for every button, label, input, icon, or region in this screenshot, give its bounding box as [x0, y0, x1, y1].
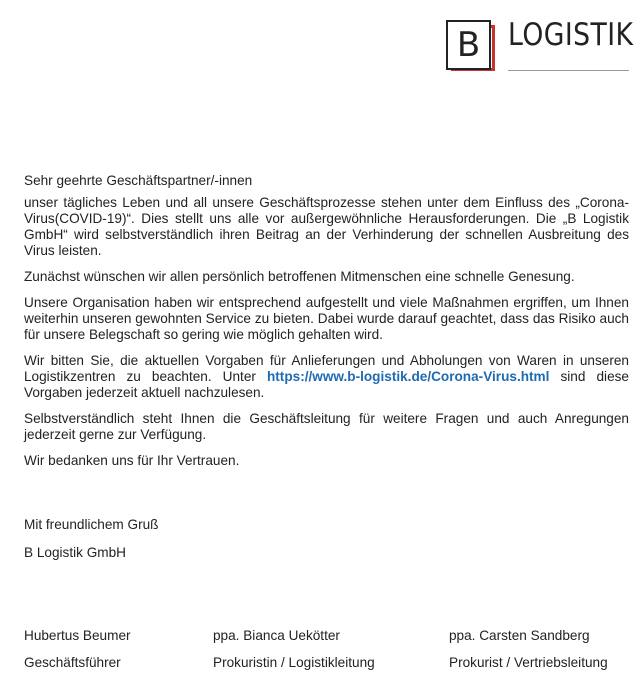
signature-name: ppa. Bianca Uekötter: [213, 628, 340, 643]
paragraph-3: Unsere Organisation haben wir entsprechend aufgestellt und viele Maßnahmen ergriffen, um Ihnen weiterhin unseren gewohnten Service zu bieten. Dabei wurde darauf geachtet, dass das Risiko auch für unsere Belegschaft so gering wie möglich gehalten wird.: [24, 295, 629, 342]
paragraph-4-text-after: sind diese Vorgaben jederzeit aktuell nachzulesen.: [24, 369, 629, 400]
corona-info-link[interactable]: https://www.b-logistik.de/Corona-Virus.html: [266, 369, 550, 384]
company-logo: [446, 17, 634, 78]
signature-name: ppa. Carsten Sandberg: [449, 628, 590, 643]
logo-letter-box: [446, 20, 491, 70]
closing-greeting: Mit freundlichem Gruß: [24, 517, 159, 532]
paragraph-2: Zunächst wünschen wir allen persönlich betroffenen Mitmenschen eine schnelle Genesung.: [24, 269, 575, 284]
signature-role: Geschäftsführer: [24, 655, 121, 670]
signature-name: Hubertus Beumer: [24, 628, 131, 643]
paragraph-4-text-before: Wir bitten Sie, die aktuellen Vorgaben für Anlieferungen und Abholungen von Waren in unseren Logistikzentren zu beachten. Unter: [24, 353, 629, 384]
paragraph-1: unser tägliches Leben und all unsere Geschäftsprozesse stehen unter dem Einfluss des „Corona-Virus(COVID-19)“. Dies stellt uns alle vor außergewöhnliche Herausforderungen. Die „B Logistik GmbH“ wird selbstverständlich ihren Beitrag an der Verhinderung der schnellen Ausbreitung des Virus leisten.: [24, 195, 629, 258]
company-name: B Logistik GmbH: [24, 545, 126, 560]
paragraph-4: [24, 353, 629, 401]
paragraph-5: Selbstverständlich steht Ihnen die Geschäftsleitung für weitere Fragen und auch Anregungen jederzeit gerne zur Verfügung.: [24, 411, 629, 442]
letter-body: [24, 173, 629, 469]
logo-letter: B: [456, 25, 481, 65]
signature-role: Prokuristin / Logistikleitung: [213, 655, 375, 670]
signature-role: Prokurist / Vertriebsleitung: [449, 655, 608, 670]
paragraph-6: Wir bedanken uns für Ihr Vertrauen.: [24, 453, 240, 468]
salutation: Sehr geehrte Geschäftspartner/-innen: [24, 173, 253, 188]
logo-wordmark: LOGISTIK: [508, 17, 634, 53]
logo-underline: [508, 70, 629, 71]
